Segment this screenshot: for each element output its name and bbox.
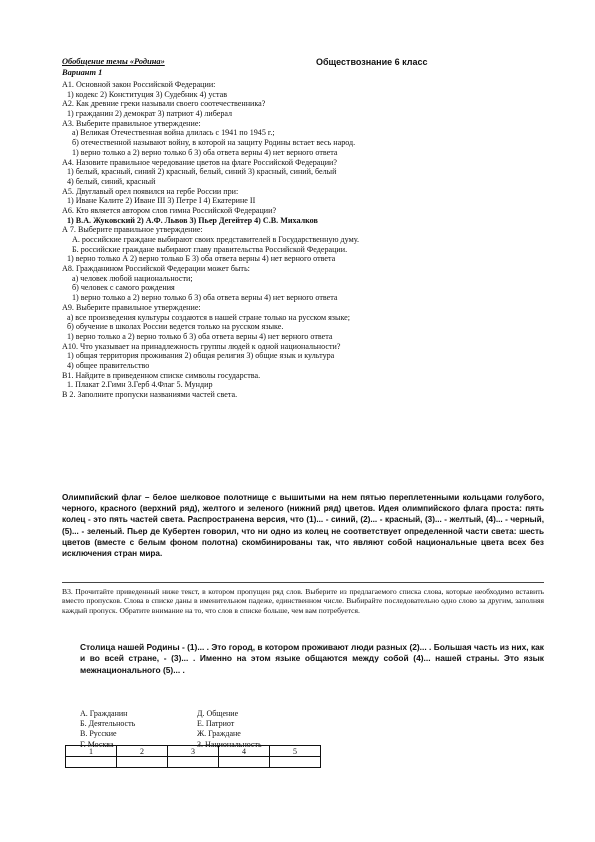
answer-header-cell: 3 [168, 746, 219, 757]
answer-options: 1) верно только а 2) верно только б 3) оба ответа верны 4) нет верного ответа [67, 331, 333, 341]
subject-grade: Обществознание 6 класс [316, 57, 428, 67]
answer-options: 4) общее правительство [67, 360, 150, 370]
answer-options: 4) белый, синий, красный [67, 176, 156, 186]
statement-a: А. российские граждане выбирают своих представителей в Государственную думу. [72, 235, 359, 244]
b3-instruction: В3. Прочитайте приведенный ниже текст, в котором пропущен ряд слов. Выберите из предлагаемого списка слова, которые необходимо вставить вместо пропусков. Слова в списке даны в именительном падеже, единственном числе. Выбирайте последовательно одно слово за другим, заполняя каждый пропуск. Обратите внимание на то, что слов в списке больше, чем вам потребуется. [62, 587, 544, 615]
options-row [80, 729, 400, 739]
question-a5: А5. Двуглавый орел появился на гербе России при: [62, 186, 239, 196]
answer-header-cell: 2 [117, 746, 168, 757]
option-item: Б. Деятельность [80, 719, 136, 729]
answer-options: 1) В.А. Жуковский 2) А.Ф. Львов 3) Пьер Дегейтер 4) С.В. Михалков [67, 215, 318, 225]
options-row [80, 709, 400, 719]
statement-a: а) Великая Отечественная война длилась с 1941 по 1945 г.; [72, 128, 275, 138]
variant-label: Вариант 1 [62, 68, 103, 77]
answer-table-row [66, 757, 321, 768]
statement-b: б) отечественной называют войну, в которой на защиту Родины встает весь народ. [72, 138, 356, 148]
answer-options: 1) кодекс 2) Конституция 3) Судебник 4) устав [67, 89, 228, 99]
question-a9: А9. Выберите правильное утверждение: [62, 302, 201, 312]
question-a2: А2. Как древние греки называли своего соотечественника? [62, 99, 266, 109]
answer-options: 1) общая территория проживания 2) общая религия 3) общие язык и культура [67, 351, 335, 361]
answer-table-header [66, 746, 321, 757]
question-a10: А10. Что указывает на принадлежность группы людей к одной национальности? [62, 341, 341, 351]
answer-cell[interactable] [117, 757, 168, 768]
option-item: Г. Москва [80, 739, 114, 749]
question-a7: А 7. Выберите правильное утверждение: [62, 225, 203, 235]
answer-header-cell: 1 [66, 746, 117, 757]
options-row [80, 719, 400, 729]
answer-header-cell: 4 [219, 746, 270, 757]
question-a4: А4. Назовите правильное чередование цветов на флаге Российской Федерации? [62, 157, 337, 167]
answer-options: 1) гражданин 2) демократ 3) патриот 4) либерал [67, 109, 233, 119]
section-divider [62, 582, 544, 583]
question-b1: В1. Найдите в приведенном списке символы государства. [62, 370, 261, 380]
answer-options: 1. Плакат 2.Гимн 3.Герб 4.Флаг 5. Мундир [67, 380, 213, 390]
b2-paragraph: Олимпийский флаг – белое шелковое полотнище с вышитыми на нем пятью переплетенными кольцами голубого, черного, красного (верхний ряд), желтого и зеленого (нижний ряд) цветов. Идея олимпийского флага проста: пять колец - это пять частей света. Распространена версия, что (1)... - синий, (2)... - красный, (3)... - желтый, (4)... - черный, (5)... - зеленый. Пьер де Кубертен говорил, что ни одно из колец не соответствует определенной части света: шесть цветов (вместе с белым фоном полотна) скомбинированы так, что являют собой национальные цвета всех без исключения стран мира. [62, 493, 544, 559]
answer-header-cell: 5 [270, 746, 321, 757]
question-a8: А8. Гражданином Российской Федерации может быть: [62, 264, 250, 274]
option-item: Д. Общение [197, 709, 239, 718]
answer-options: 1) верно только А 2) верно только Б 3) оба ответа верны 4) нет верного ответа [67, 254, 336, 264]
option-item: В. Русские [80, 729, 117, 739]
question-b2: В 2. Заполните пропуски названиями частей света. [62, 390, 238, 399]
statement-a: а) человек любой национальности; [72, 273, 193, 283]
option-item: А. Гражданин [80, 709, 128, 718]
answer-cell[interactable] [168, 757, 219, 768]
statement-b: Б. российские граждане выбирают главу правительства Российской Федерации. [72, 244, 348, 254]
word-options-list [80, 709, 400, 750]
statement-b: б) человек с самого рождения [72, 283, 175, 293]
question-a3: А3. Выберите правильное утверждение: [62, 118, 201, 128]
answer-options: 1) белый, красный, синий 2) красный, белый, синий 3) красный, синий, белый [67, 167, 337, 177]
answer-table [65, 745, 321, 768]
statement-b: б) обучение в школах России ведется только на русском языке. [67, 322, 284, 332]
worksheet-topic: Обобщение темы «Родина» [62, 57, 165, 66]
b3-gapped-text: Столица нашей Родины - (1)... . Это город, в котором проживают люди разных (2)... . Большая часть из них, как и во всей стране, - (3)... . Именно на этом языке общаются между собой (4)... нашей страны. Это язык межнационального (5)... . [80, 642, 544, 675]
question-a6: А6. Кто является автором слов гимна Российской Федерации? [62, 205, 277, 215]
answer-cell[interactable] [219, 757, 270, 768]
option-item: З. Национальность [197, 739, 262, 749]
statement-a: а) все произведения культуры создаются в нашей стране только на русском языке; [67, 312, 351, 322]
option-item: Е. Патриот [197, 719, 235, 729]
questions-block [62, 80, 542, 400]
question-a1: А1. Основной закон Российской Федерации: [62, 80, 216, 89]
answer-options: 1) Иване Калите 2) Иване III 3) Петре I 4) Екатерине II [67, 196, 256, 206]
option-item: Ж. Граждане [197, 729, 241, 739]
answer-options: 1) верно только а 2) верно только б 3) оба ответа верны 4) нет верного ответа [72, 293, 338, 303]
answer-cell[interactable] [270, 757, 321, 768]
answer-cell[interactable] [66, 757, 117, 768]
answer-options: 1) верно только а 2) верно только б 3) оба ответа верны 4) нет верного ответа [72, 147, 338, 157]
